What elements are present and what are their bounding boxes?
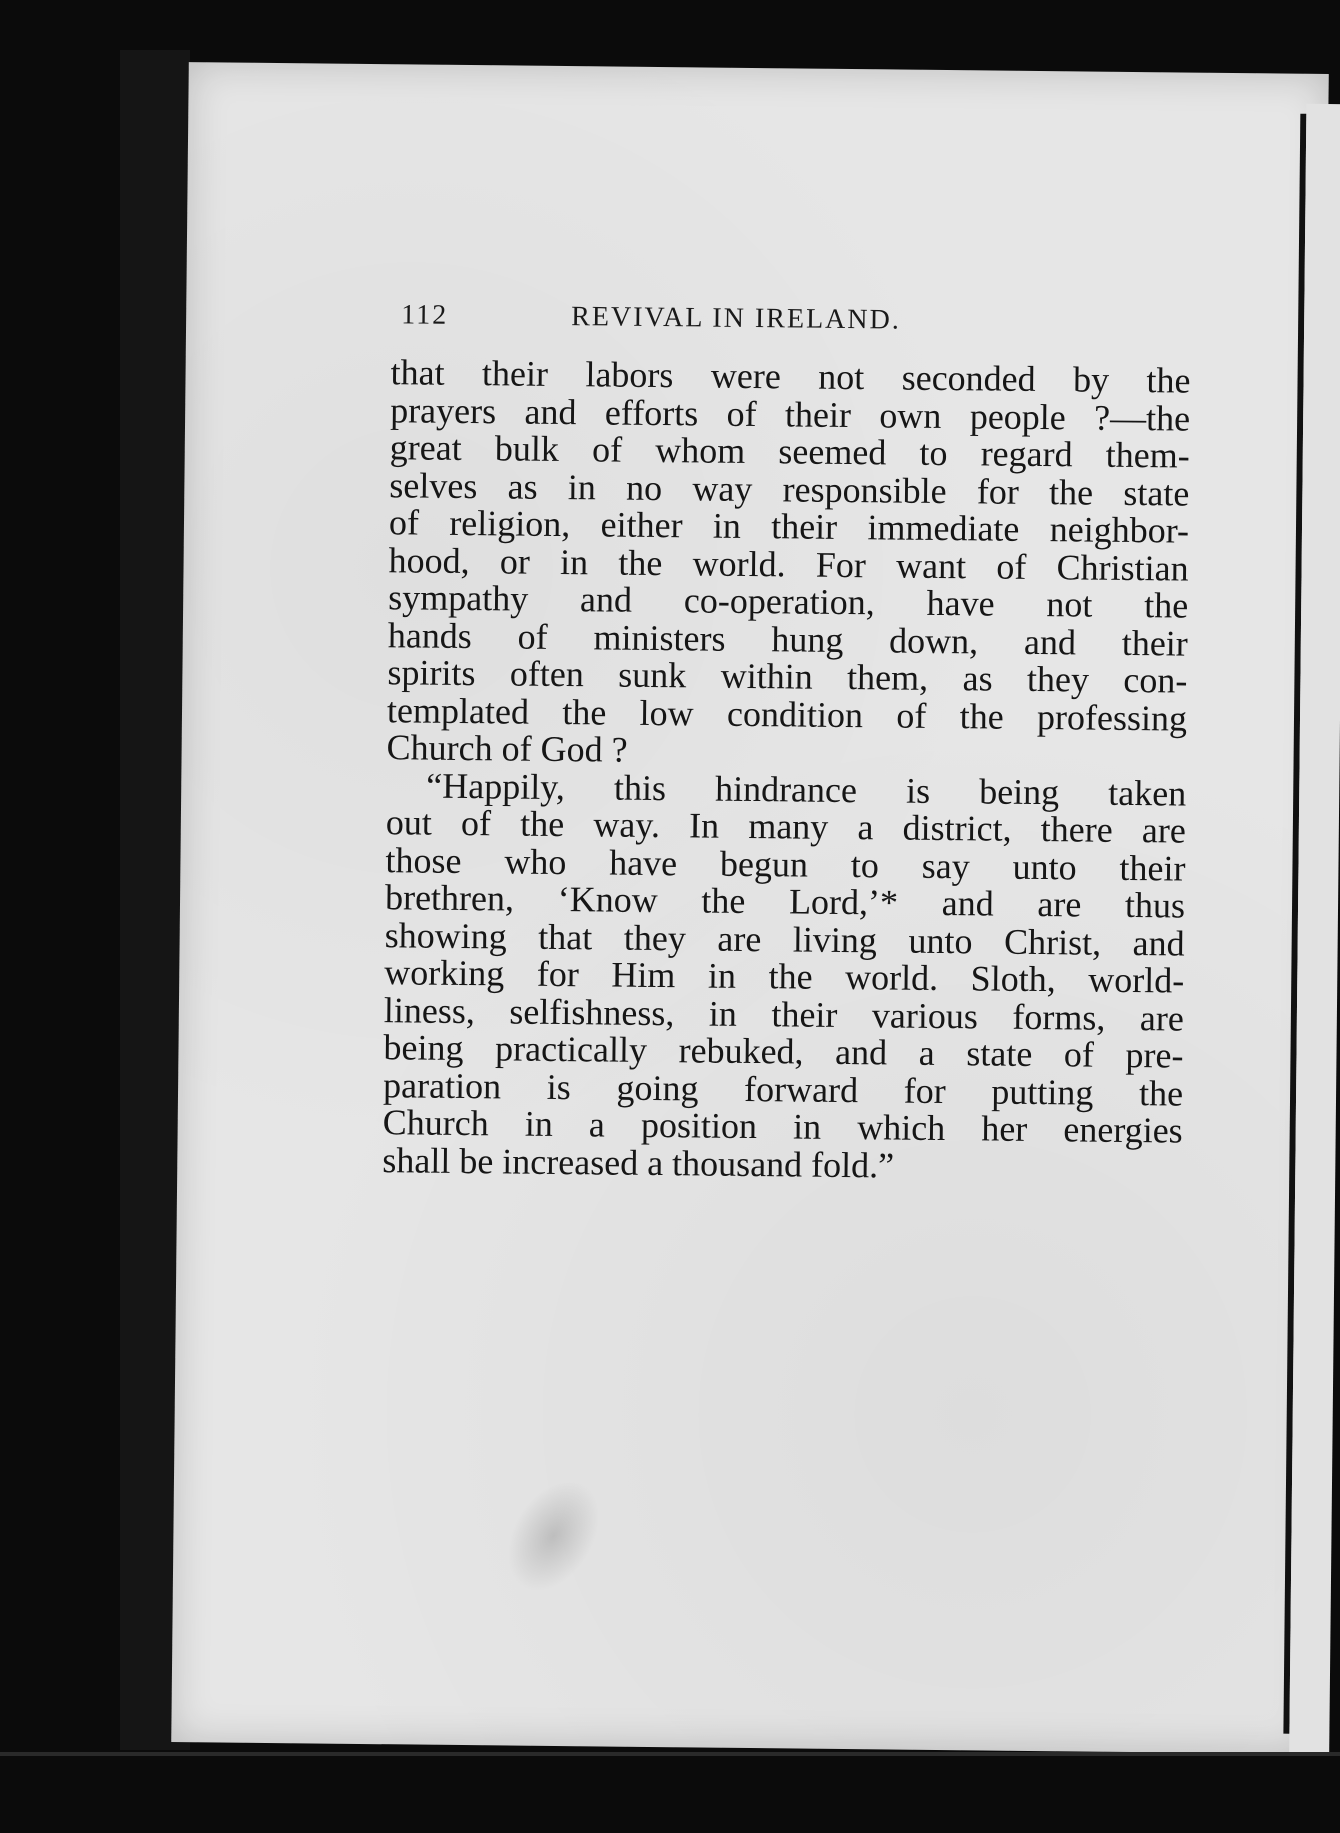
text-line: liness, selfishness, in their various forms, are [383, 989, 1185, 1039]
text-line: “Happily, this hindrance is being taken [426, 765, 1187, 814]
body-text [382, 354, 1191, 1187]
text-line: spirits often sunk within them, as they con- [387, 652, 1188, 701]
text-line: shall be increased a thousand fold.” [382, 1139, 895, 1186]
text-line: hands of ministers hung down, and their [387, 614, 1189, 664]
text-line: hood, or in the world. For want of Christian [388, 539, 1189, 589]
running-head: REVIVAL IN IRELAND. [571, 301, 901, 336]
text-line: templated the low condition of the professing [386, 689, 1188, 739]
text-line: Church in a position in which her energies [382, 1102, 1183, 1151]
text-line: of religion, either in their immediate neighbor- [388, 502, 1190, 551]
text-line: paration is going forward for putting the [382, 1064, 1184, 1114]
text-line: brethren, ‘Know the Lord,’* and are thus [384, 877, 1186, 926]
text-line: showing that they are living unto Christ, and [384, 914, 1185, 964]
text-line: sympathy and co-operation, have not the [388, 577, 1189, 626]
paragraph-1 [386, 354, 1190, 775]
text-line: those who have begun to say unto their [385, 839, 1186, 889]
page-number: 112 [401, 299, 449, 331]
text-line: that their labors were not seconded by the [390, 352, 1191, 401]
book-page [171, 62, 1329, 1754]
text-line: working for Him in the world. Sloth, world- [384, 952, 1185, 1001]
text-line: Church of God ? [386, 727, 628, 770]
paragraph-2 [382, 767, 1186, 1188]
scan-bottom-edge [0, 1752, 1340, 1756]
text-line: selves as in no way responsible for the state [389, 464, 1190, 514]
thumbprint-smudge [488, 1464, 618, 1608]
text-line: being practically rebuked, and a state of pre- [383, 1027, 1184, 1076]
page-header [401, 299, 1021, 336]
text-line: prayers and efforts of their own people ?—the [389, 389, 1191, 439]
text-line: out of the way. In many a district, there are [385, 802, 1187, 851]
text-line: great bulk of whom seemed to regard them- [389, 427, 1190, 476]
